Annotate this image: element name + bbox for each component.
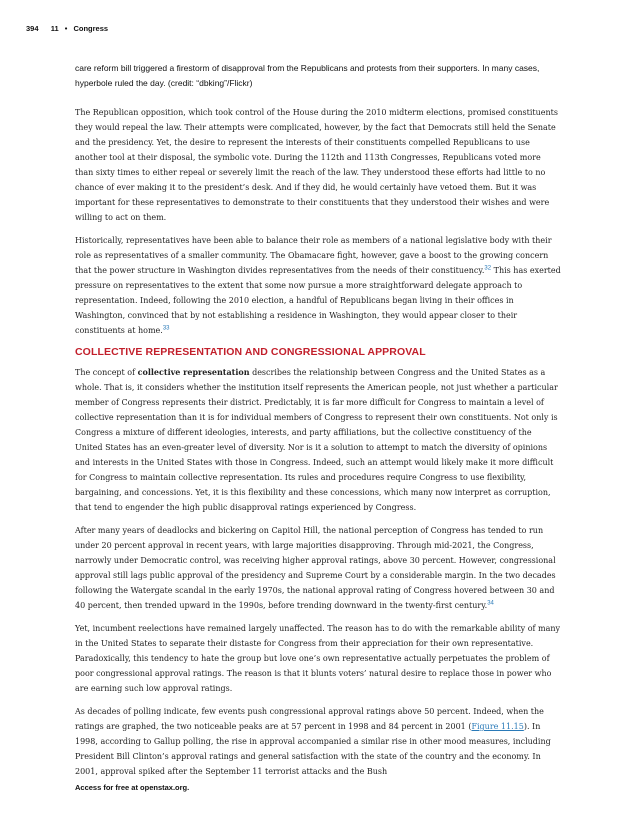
paragraph-text: ). In 1998, according to Gallup polling, the rise in approval accompanied a similar rise in other mood measures, including President Bill Clinton’s approval ratings and general satisfaction with the state of the country and the economy. In 2001, approval spiked after the September 11 terrorist attacks and the Bush <box>75 722 551 776</box>
header-separator: • <box>64 24 68 33</box>
key-term: collective representation <box>137 367 250 377</box>
footnote-ref-33[interactable]: 33 <box>162 325 170 332</box>
page-number: 394 <box>26 24 39 33</box>
paragraph-text: After many years of deadlocks and bickering on Capitol Hill, the national perception of Congress has tended to run under 20 percent approval in recent years, with large majorities disapproving. Through mid-2021, the Congress, narrowly under Democratic control, was receiving higher approval ratings, above 30 percent. However, congressional approval still lags public approval of the presidency and Supreme Court by a considerable margin. In the two decades following the Watergate scandal in the early 1970s, the national approval rating of Congress hovered between 30 and 40 percent, then trended upward in the 1990s, before trending downward in the twenty-first century. <box>75 526 556 610</box>
paragraph-text: describes the relationship between Congress and the United States as a whole. That is, it considers whether the institution itself represents the American people, not just whether a particular member of Congress represents their district. Predictably, it is far more difficult for Congress to maintain a level of collective representation than it is for individual members of Congress to represent their own constituents. Not only is Congress a mixture of different ideologies, interests, and party affiliations, but the collective constituency of the United States has an even-greater level of diversity. Nor is it a solution to attempt to match the diversity of opinions and interests in the United States with those in Congress. Indeed, such an attempt would likely make it more difficult for Congress to maintain collective representation. Its rules and procedures require Congress to use flexibility, bargaining, and concessions. Yet, it is this flexibility and these concessions, which many now interpret as corruption, that tend to engender the high public disapproval ratings experienced by Congress. <box>75 368 558 512</box>
chapter-number: 11 <box>50 24 59 33</box>
paragraph-deadlocks <box>75 523 561 613</box>
chapter-title: Congress <box>73 24 109 33</box>
page-content <box>75 61 561 787</box>
figure-link[interactable]: Figure 11.15 <box>471 722 524 731</box>
paragraph-historically <box>75 233 561 338</box>
running-header <box>26 24 108 33</box>
footnote-ref-34[interactable]: 34 <box>487 600 494 607</box>
paragraph-collective-representation <box>75 365 561 515</box>
paragraph-polling <box>75 704 561 779</box>
figure-caption: care reform bill triggered a firestorm of disapproval from the Republicans and protests from their supporters. In many cases, hyperbole ruled the day. (credit: “dbking”/Flickr) <box>75 63 540 88</box>
paragraph-republican-opposition: The Republican opposition, which took control of the House during the 2010 midterm elections, promised constituents they would repeal the law. Their attempts were complicated, however, by the fact that Democrats still held the Senate and the presidency. Yet, the desire to represent the interests of their constituents compelled Republicans to use another tool at their disposal, the symbolic vote. During the 112th and 113th Congresses, Republicans voted more than sixty times to either repeal or severely limit the reach of the law. They understood these efforts had little to no chance of ever making it to the president’s desk. And if they did, he would certainly have vetoed them. But it was important for these representatives to demonstrate to their constituents that they understood their wishes and were willing to act on them. <box>75 108 558 222</box>
paragraph-text: This has exerted pressure on representatives to the extent that some now pursue a more straightforward delegate approach to representation. Indeed, following the 2010 election, a handful of Republicans began living in their offices in Washington, convinced that by not establishing a residence in Washington, they would appear closer to their constituents at home. <box>75 266 561 335</box>
section-heading: COLLECTIVE REPRESENTATION AND CONGRESSIONAL APPROVAL <box>75 346 426 358</box>
paragraph-text: As decades of polling indicate, few events push congressional approval ratings above 50 percent. Indeed, when the ratings are graphed, the two noticeable peaks are at 57 percent in 1998 and 84 percent in 2001 ( <box>75 707 544 731</box>
footnote-ref-32[interactable]: 32 <box>484 265 492 272</box>
page-footer: Access for free at openstax.org. <box>75 783 190 792</box>
paragraph-incumbent-reelections: Yet, incumbent reelections have remained largely unaffected. The reason has to do with the remarkable ability of many in the United States to separate their distaste for Congress from their appreciation for their own representative. Paradoxically, this tendency to hate the group but love one’s own representative actually perpetuates the problem of poor congressional approval ratings. The reason is that it blunts voters’ natural desire to replace those in power who are earning such low approval ratings. <box>75 624 561 693</box>
paragraph-text: The concept of <box>75 368 138 377</box>
paragraph-text: Historically, representatives have been able to balance their role as members of a national legislative body with their role as representatives of a smaller community. The Obamacare fight, however, gave a boost to the growing concern that the power structure in Washington divides representatives from the needs of their constituency. <box>75 236 552 275</box>
